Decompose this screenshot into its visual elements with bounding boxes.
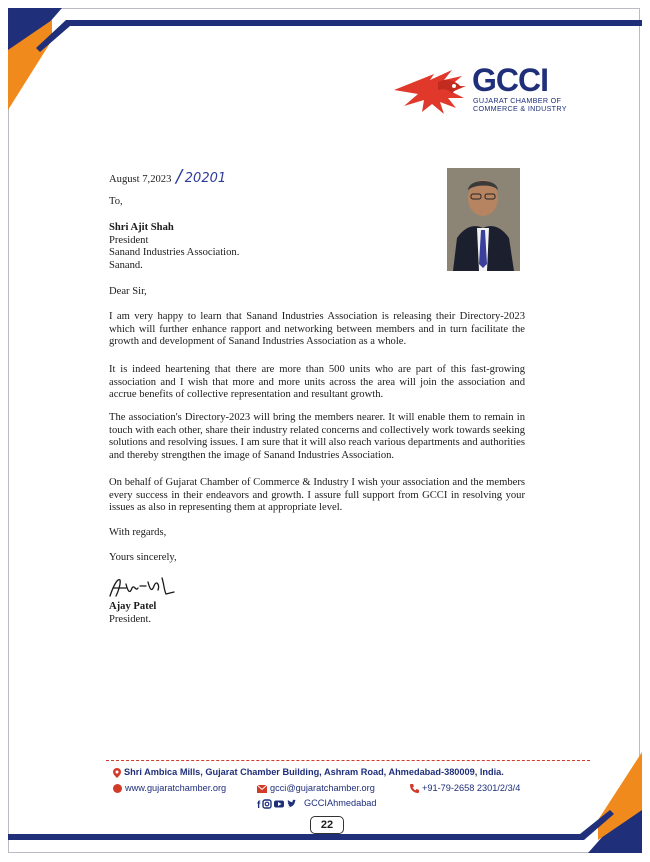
- footer-divider: [106, 760, 590, 761]
- signer-title: President.: [109, 613, 152, 625]
- to-line: To,: [109, 196, 123, 207]
- footer-phone-line: [410, 783, 520, 793]
- page-number: 22: [310, 816, 344, 834]
- signature-icon: [106, 574, 176, 602]
- footer-social-handle[interactable]: GCCIAhmedabad: [304, 798, 377, 808]
- logo-subtitle-line-1: GUJARAT CHAMBER OF: [473, 96, 562, 105]
- footer-email-line: [257, 783, 375, 793]
- closing: Yours sincerely,: [109, 552, 177, 563]
- paragraph-1: I am very happy to learn that Sanand Industries Association is releasing their Directory-2023 which will further enhance rapport and networking between members and in turn facilitate the growth and development of Sanand Industries Association as a whole.: [109, 311, 525, 348]
- footer-website[interactable]: www.gujaratchamber.org: [125, 783, 227, 793]
- footer-website-line: [113, 783, 226, 793]
- recipient-org: Sanand Industries Association.: [109, 247, 240, 259]
- signer-name: Ajay Patel: [109, 601, 157, 612]
- email-icon: [257, 785, 267, 793]
- person-portrait-icon: [447, 168, 520, 271]
- footer-address-line: [113, 767, 504, 778]
- ref-slash: /: [176, 166, 183, 187]
- phone-icon: [410, 784, 419, 793]
- footer-address: Shri Ambica Mills, Gujarat Chamber Building, Ashram Road, Ahmedabad-380009, India.: [124, 767, 504, 777]
- logo-subtitle: [473, 97, 573, 113]
- logo-subtitle-line-2: COMMERCE & INDUSTRY: [473, 104, 567, 113]
- president-photo: [447, 168, 520, 271]
- globe-icon: [113, 784, 122, 793]
- signer-block: [109, 601, 156, 626]
- letter-date-line: [109, 166, 227, 187]
- recipient-block: [109, 222, 239, 272]
- paragraph-4: On behalf of Gujarat Chamber of Commerce & Industry I wish your association and the members every success in their endeavors and growth. I assure full support from GCCI in resolving your issues as also in representing them at appropriate level.: [109, 477, 525, 514]
- recipient-city: Sanand.: [109, 259, 143, 271]
- location-pin-icon: [113, 768, 121, 778]
- ref-number: 20201: [184, 171, 227, 186]
- paragraph-3: The association's Directory-2023 will bring the members nearer. It will enable them to remain in touch with each other, share their industry related concerns and collectively work towards seeking solutions and resolving issues. I am sure that it will also reach various departments and authorities and thereby strengthen the image of Sanand Industries Association.: [109, 412, 526, 461]
- footer-social-line: [257, 798, 377, 809]
- paragraph-2: It is indeed heartening that there are more than 500 units who are part of this fast-growing association and I wish that more and more units across the area will join the association and accrue benefits of collective representation and resultant growth.: [109, 364, 525, 401]
- recipient-name: Shri Ajit Shah: [109, 222, 174, 233]
- salutation: Dear Sir,: [109, 286, 147, 297]
- social-icons: [257, 799, 301, 809]
- recipient-title: President: [109, 234, 149, 246]
- logo-wordmark: GCCI: [472, 62, 548, 98]
- footer-email[interactable]: gcci@gujaratchamber.org: [270, 783, 375, 793]
- footer-phone[interactable]: +91-79-2658 2301/2/3/4: [422, 783, 521, 793]
- letter-date: August 7,2023: [109, 174, 172, 185]
- regards: With regards,: [109, 527, 167, 538]
- svg-text:f: f: [257, 799, 261, 809]
